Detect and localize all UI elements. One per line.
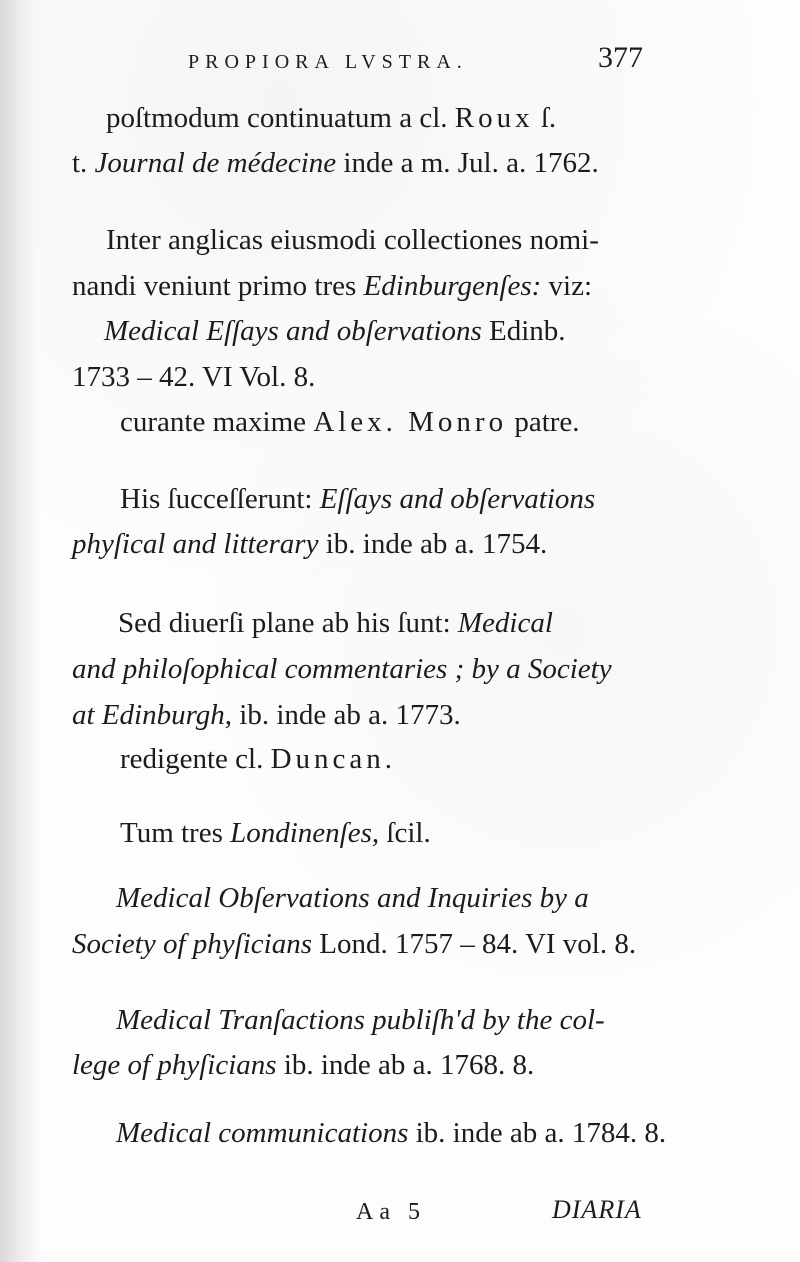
name-duncan: Duncan.: [270, 743, 397, 775]
text-span: ſ.: [533, 102, 557, 134]
book-title: Medical Eſſays and obſervations: [104, 315, 482, 347]
catchword: DIARIA: [552, 1195, 642, 1224]
text-span: ib. inde ab a. 1768. 8.: [276, 1049, 535, 1081]
text-line: [72, 526, 547, 562]
text-line: [104, 313, 566, 349]
text-span: inde a m. Jul. a. 1762.: [336, 147, 599, 179]
text-span: t.: [72, 147, 95, 179]
book-title: Eſſays and obſervations: [319, 483, 596, 515]
text-span: redigente cl.: [120, 743, 271, 775]
text-line: [120, 815, 431, 851]
text-line: [120, 741, 396, 777]
text-line: [72, 145, 599, 181]
text-line: [106, 100, 556, 136]
text-span: patre.: [507, 406, 580, 438]
text-span: Sed diuerſi plane ab his ſunt:: [118, 607, 458, 639]
text-line: [120, 481, 595, 517]
book-title: Medical communications: [116, 1117, 409, 1149]
text-line: [116, 1002, 605, 1038]
book-title: Society of phyſicians: [72, 928, 312, 960]
name-roux: Roux: [454, 102, 534, 134]
journal-title: Journal de médecine: [94, 147, 337, 179]
text-line: [116, 880, 589, 916]
text-line: [72, 926, 636, 962]
text-line: [72, 268, 592, 304]
name-monro: Alex. Monro: [313, 406, 508, 438]
text-span: curante maxime: [120, 406, 314, 438]
text-line: [72, 359, 315, 395]
book-title: Medical Obſervations and Inquiries by a: [116, 882, 589, 914]
page-number: 377: [598, 41, 643, 74]
text-span: nandi veniunt primo tres: [72, 270, 364, 302]
text-span: Lond. 1757 – 84. VI vol. 8.: [312, 928, 637, 960]
text-line: [116, 1115, 666, 1151]
text-span: Tum tres: [120, 817, 231, 849]
book-title: Medical Tranſactions publiſh'd by the col-: [116, 1004, 605, 1036]
running-title: PROPIORA LVSTRA.: [188, 51, 468, 73]
book-title: phyſical and litterary: [72, 528, 319, 560]
edinburgh-term: Edinburgenſes:: [363, 270, 542, 302]
text-line: [72, 697, 461, 733]
book-title: Medical: [457, 607, 553, 639]
text-span: ib. inde ab a. 1754.: [318, 528, 548, 560]
book-title: at Edinburgh,: [72, 699, 233, 731]
text-span: Edinb.: [481, 315, 566, 347]
book-title: and philoſophical commentaries ; by a Society: [72, 653, 612, 685]
text-span: viz:: [541, 270, 593, 302]
london-term: Londinenſes,: [230, 817, 380, 849]
page-gutter-shadow: [0, 0, 42, 1262]
text-span: ib. inde ab a. 1784. 8.: [408, 1117, 667, 1149]
text-line: [72, 1047, 534, 1083]
text-line: [120, 404, 580, 440]
text-span: His ſucceſſerunt:: [120, 483, 320, 515]
text-line: [118, 605, 553, 641]
text-span: 1733 – 42. VI Vol. 8.: [72, 361, 316, 393]
text-line: [106, 222, 599, 258]
text-line: [72, 651, 612, 687]
text-span: poſtmodum continuatum a cl.: [106, 102, 455, 134]
text-span: ib. inde ab a. 1773.: [232, 699, 461, 731]
book-title: lege of phyſicians: [72, 1049, 277, 1081]
text-span: Inter anglicas eiusmodi collectiones nomi-: [106, 224, 599, 256]
signature-mark: Aa 5: [356, 1199, 426, 1225]
text-span: ſcil.: [379, 817, 431, 849]
